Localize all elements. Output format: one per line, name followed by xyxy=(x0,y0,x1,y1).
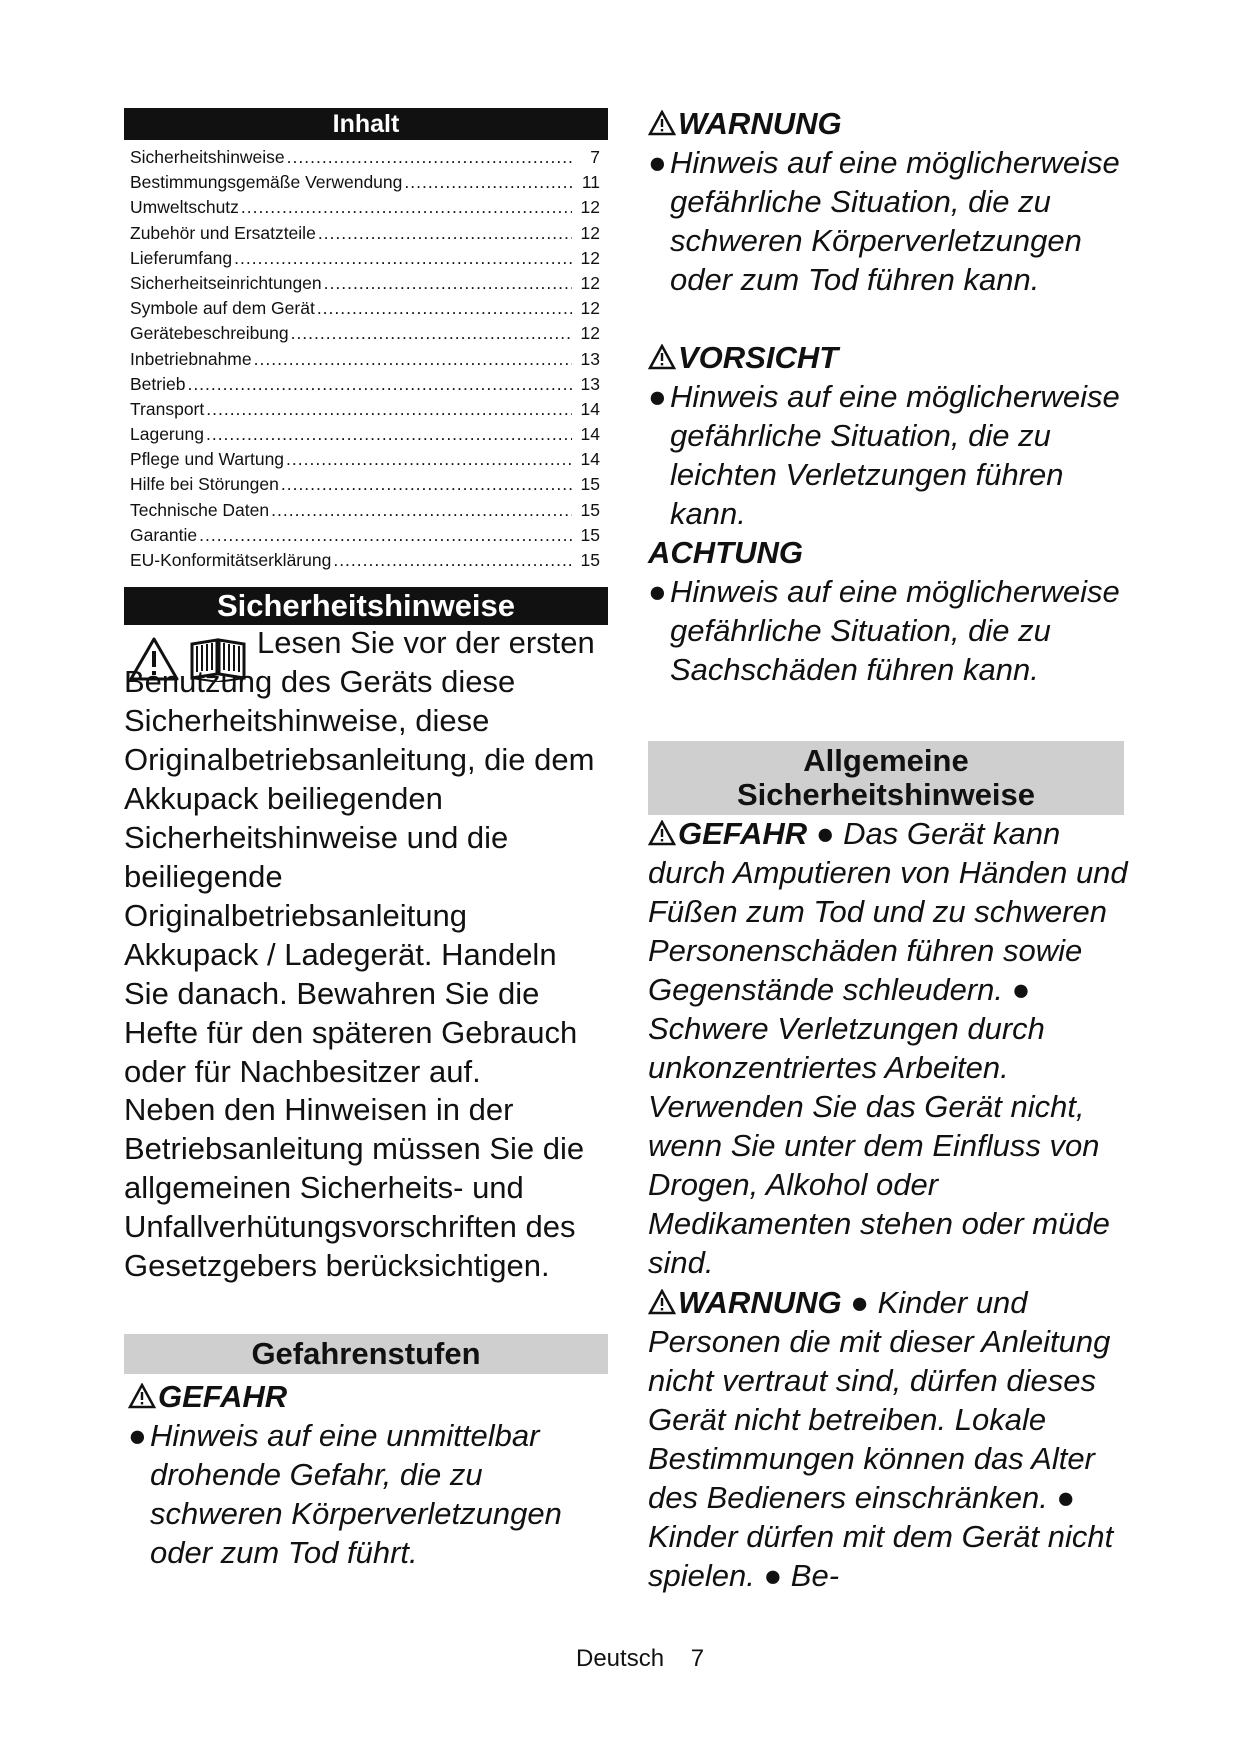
toc-entry-label: EU-Konformitätserklärung xyxy=(130,550,332,570)
footer-page-number: 7 xyxy=(690,1645,705,1672)
toc-entry-page: 13 xyxy=(580,348,600,369)
toc-entry-page: 14 xyxy=(580,424,600,445)
toc-leader-dots xyxy=(333,548,572,573)
toc-entry-page: 15 xyxy=(580,550,600,570)
toc-entry-page: 12 xyxy=(580,222,600,243)
toc-leader-dots xyxy=(318,221,572,246)
toc-leader-dots xyxy=(286,447,572,472)
toc-entry-page: 12 xyxy=(580,272,600,293)
bullet-icon: ● xyxy=(815,816,835,851)
hazard-notice-label: ACHTUNG xyxy=(648,535,803,570)
hazard-levels-title: Gefahrenstufen xyxy=(251,1336,481,1371)
toc-leader-dots xyxy=(187,372,572,397)
general-warning-triangle-icon xyxy=(648,1289,676,1315)
toc-leader-dots xyxy=(199,523,572,548)
toc-entry-label: Technische Daten xyxy=(130,499,270,520)
toc-entry-label: Betrieb xyxy=(130,373,186,394)
hazard-warning-text: Hinweis auf eine möglicherweise gefährliche Situation, die zu schweren Körperverletzungen oder zum Tod führen kann. xyxy=(670,145,1120,297)
toc-entry-label: Umweltschutz xyxy=(130,197,239,218)
toc-entry xyxy=(130,548,600,573)
general-danger-text: Das Gerät kann durch Amputieren von Händen und Füßen zum Tod und zu schweren Personenschäden führen sowie Gegenstände schleudern. ● Schwere Verletzungen durch unkonzentriertes Arbeiten. Verwenden Sie das Gerät nicht, wenn Sie unter dem Einfluss von Drogen, Alkohol oder Medikamenten stehen oder müde sind. xyxy=(648,816,1128,1280)
toc-leader-dots xyxy=(234,246,572,271)
toc-entry-page: 15 xyxy=(580,524,600,545)
toc-entry-page: 15 xyxy=(580,499,600,520)
hazard-danger-heading xyxy=(128,1377,287,1416)
hazard-danger-item xyxy=(128,1416,608,1572)
general-warning-text: Kinder und Personen die mit dieser Anleitung nicht vertraut sind, dürfen dieses Gerät nicht betreiben. Lokale Bestimmungen können das Alter des Bedieners einschränken. ● Kinder dürfen mit dem Gerät nicht spielen. ● Be- xyxy=(648,1285,1114,1593)
toc-entry xyxy=(130,372,600,397)
bullet-icon: ● xyxy=(648,145,667,180)
hazard-warning-heading xyxy=(648,104,842,143)
hazard-notice-text: Hinweis auf eine möglicherweise gefährliche Situation, die zu Sachschäden führen kann. xyxy=(670,574,1120,687)
toc-entry-label: Garantie xyxy=(130,524,198,545)
toc-leader-dots xyxy=(206,397,572,422)
toc-entry-page: 14 xyxy=(580,449,600,470)
general-warning-paragraph xyxy=(648,1283,1130,1595)
toc-title: Inhalt xyxy=(332,110,400,138)
safety-title: Sicherheitshinweise xyxy=(216,588,516,623)
safety-header xyxy=(124,587,608,625)
toc-leader-dots xyxy=(281,472,572,497)
toc-entry-label: Gerätebeschreibung xyxy=(130,323,289,344)
toc-entry-page: 13 xyxy=(580,373,600,394)
general-title-line1: Allgemeine xyxy=(803,743,969,778)
toc-entry-page: 11 xyxy=(581,172,600,193)
toc-entry-label: Hilfe bei Störungen xyxy=(130,474,279,495)
general-warning-label: WARNUNG xyxy=(678,1285,842,1320)
toc-entry xyxy=(130,347,600,372)
toc-entry xyxy=(130,170,600,195)
toc-entry-label: Sicherheitshinweise xyxy=(130,147,285,167)
toc-entry-label: Bestimmungsgemäße Verwendung xyxy=(130,172,403,193)
toc-leader-dots xyxy=(271,498,572,523)
toc-entry xyxy=(130,523,600,548)
toc-entry-page: 7 xyxy=(590,147,600,167)
toc-entry xyxy=(130,296,600,321)
toc-entry-label: Transport xyxy=(130,398,205,419)
toc-entry-page: 12 xyxy=(580,323,600,344)
hazard-caution-item xyxy=(648,377,1130,533)
hazard-caution-label: VORSICHT xyxy=(678,340,839,375)
toc-entry-page: 12 xyxy=(580,298,600,319)
toc-entry-page: 14 xyxy=(580,398,600,419)
toc-entry-label: Inbetriebnahme xyxy=(130,348,252,369)
toc-entry-page: 12 xyxy=(580,197,600,218)
hazard-warning-label: WARNUNG xyxy=(678,106,842,141)
safety-legal-paragraph: Neben den Hinweisen in der Betriebsanleitung müssen Sie die allgemeinen Sicherheits- und Unfallverhütungsvorschriften des Gesetzgebers berücksichtigen. xyxy=(124,1092,585,1283)
hazard-notice-heading xyxy=(648,533,803,572)
general-safety-header xyxy=(648,741,1124,815)
toc-leader-dots xyxy=(324,271,572,296)
toc-leader-dots xyxy=(241,195,572,220)
hazard-levels-header xyxy=(124,1334,608,1374)
hazard-danger-label: GEFAHR xyxy=(158,1379,288,1414)
safety-intro-paragraph: Lesen Sie vor der ersten Benutzung des Geräts diese Sicherheitshinweise, diese Originalbetriebsanleitung, die dem Akkupack beiliegenden Sicherheitshinweise und die beiliegende Originalbetriebsanleitung Akkupack / Ladegerät. Handeln Sie danach. Bewahren Sie die Hefte für den späteren Gebrauch oder für Nachbesitzer auf. xyxy=(124,625,595,1089)
toc-leader-dots xyxy=(206,422,572,447)
hazard-notice-item xyxy=(648,572,1130,689)
hazard-danger-text: Hinweis auf eine unmittelbar drohende Gefahr, die zu schweren Körperverletzungen oder zum Tod führt. xyxy=(150,1418,562,1570)
bullet-icon: ● xyxy=(648,379,667,414)
bullet-icon: ● xyxy=(850,1285,869,1320)
toc-entry xyxy=(130,321,600,346)
toc-entry xyxy=(130,271,600,296)
general-danger-paragraph xyxy=(648,814,1130,1282)
toc-entry-label: Lagerung xyxy=(130,424,204,445)
toc-leader-dots xyxy=(254,347,572,372)
toc-entry-label: Symbole auf dem Gerät xyxy=(130,298,315,319)
general-danger-label: GEFAHR xyxy=(678,816,808,851)
toc-entry xyxy=(130,397,600,422)
bullet-icon: ● xyxy=(648,574,667,609)
warning-triangle-icon xyxy=(648,110,676,136)
toc-entry-page: 12 xyxy=(580,247,600,268)
toc-header xyxy=(124,108,608,140)
caution-triangle-icon xyxy=(648,344,676,370)
toc-entry-label: Lieferumfang xyxy=(130,247,233,268)
toc-entry xyxy=(130,498,600,523)
toc-entry xyxy=(130,422,600,447)
danger-triangle-icon xyxy=(128,1383,156,1409)
hazard-caution-text: Hinweis auf eine möglicherweise gefährliche Situation, die zu leichten Verletzungen führen kann. xyxy=(670,379,1120,531)
toc-entry-label: Pflege und Wartung xyxy=(130,449,285,470)
table-of-contents xyxy=(130,145,600,573)
toc-entry xyxy=(130,447,600,472)
toc-entry-page: 15 xyxy=(580,474,600,495)
toc-entry-label: Zubehör und Ersatzteile xyxy=(130,222,316,243)
toc-entry xyxy=(130,246,600,271)
toc-entry xyxy=(130,472,600,497)
bullet-icon: ● xyxy=(128,1418,147,1453)
hazard-caution-heading xyxy=(648,338,838,377)
toc-leader-dots xyxy=(404,170,572,195)
toc-leader-dots xyxy=(287,145,572,170)
toc-entry xyxy=(130,145,600,170)
general-danger-triangle-icon xyxy=(648,820,676,846)
general-title-line2: Sicherheitshinweise xyxy=(736,777,1036,812)
toc-leader-dots xyxy=(317,296,572,321)
toc-entry xyxy=(130,195,600,220)
toc-leader-dots xyxy=(291,321,572,346)
toc-entry xyxy=(130,221,600,246)
hazard-warning-item xyxy=(648,143,1130,299)
page-footer xyxy=(576,1645,704,1673)
footer-language: Deutsch xyxy=(576,1645,665,1672)
toc-entry-label: Sicherheitseinrichtungen xyxy=(130,272,322,293)
